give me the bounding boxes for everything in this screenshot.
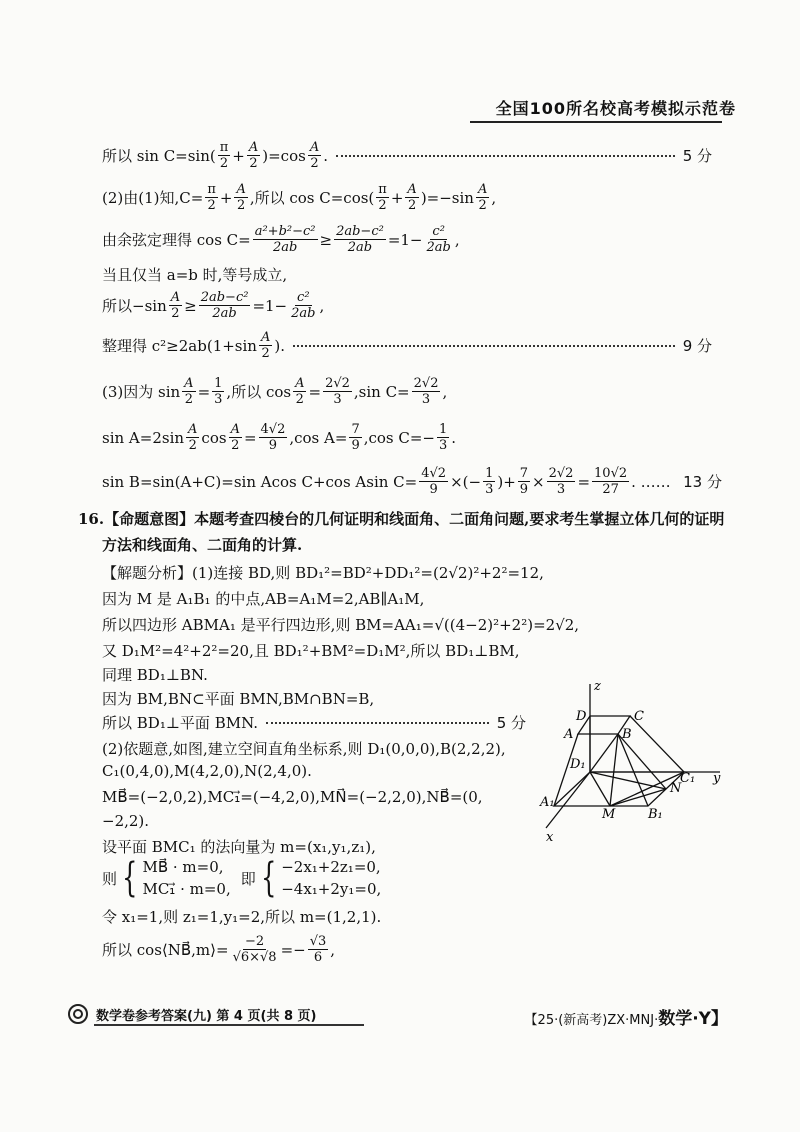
line-4: 当且仅当 a=b 时,等号成立, (102, 266, 288, 284)
logo-icon (68, 1004, 88, 1024)
footer-left: 数学卷参考答案(九) 第 4 页(共 8 页) (68, 1004, 317, 1024)
leader-dots (266, 722, 489, 724)
q16-step-13: 令 x₁=1,则 z₁=1,y₁=2,所以 m=(1,2,1). (102, 908, 382, 926)
label-x: x (546, 830, 554, 845)
label-B1: B₁ (648, 807, 663, 822)
score: 13 分 (683, 473, 722, 491)
frustum-figure (530, 676, 730, 846)
q16-step-5: 同理 BD₁⊥BN. (102, 666, 208, 684)
fraction: $\frac{A}{2}$ (309, 140, 320, 171)
q16-intro-1: 16.【命题意图】本题考查四棱台的几何证明和线面角、二面角问题,要求考生掌握立体几何的证明 (78, 510, 725, 528)
line-8: sin A=2sin $\frac{A}{2}$ cos $\frac{A}{2}$ = $\frac{4√2}{9}$ ,cos A= $\frac{7}{9}$ ,cos C=− $\frac{1}{3}$ . (102, 422, 457, 453)
q16-step-9: C₁(0,4,0),M(4,2,0),N(2,4,0). (102, 762, 312, 780)
q16-step-10: MB⃗=(−2,0,2),MC₁⃗=(−4,2,0),MN⃗=(−2,2,0),NB⃗=(0, (102, 788, 483, 806)
q16-step-3: 所以四边形 ABMA₁ 是平行四边形,则 BM=AA₁=√((4−2)²+2²)=2√2, (102, 616, 580, 634)
label-z: z (594, 679, 601, 694)
label-M: M (602, 807, 616, 822)
label-B: B (622, 727, 632, 742)
fraction: $\frac{\pi}{2}$ (219, 140, 229, 171)
text: 所以 sin C=sin( (102, 147, 216, 165)
footer-right: 【25·(新高考)ZX·MNJ·数学·Y】 (524, 1009, 728, 1029)
q16-step-14: 所以 cos⟨NB⃗,m⟩= $\frac{-2}{√6\times√8}$ =− $\frac{√3}{6}$ , (102, 934, 336, 965)
label-A: A (564, 727, 574, 742)
label-C: C (634, 709, 644, 724)
line-6: 整理得 c²≥2ab(1+sin $\frac{A}{2}$ ). 9 分 (102, 330, 712, 361)
q16-step-7: 所以 BD₁⊥平面 BMN. 5 分 (102, 714, 526, 732)
leader-dots (293, 345, 675, 347)
score: 5 分 (496, 714, 526, 732)
label-A1: A₁ (540, 795, 555, 810)
q16-step-11: −2,2). (102, 812, 150, 830)
line-2: (2)由(1)知,C= $\frac{\pi}{2}$ + $\frac{A}{2}$ ,所以 cos C=cos( $\frac{\pi}{2}$ + $\frac{A}{2}$ )=−sin $\frac{A}{2}$ , (102, 182, 497, 213)
q16-step-6: 因为 BM,BN⊂平面 BMN,BM∩BN=B, (102, 690, 375, 708)
line-5: 所以−sin $\frac{A}{2}$ ≥ $\frac{\text{2ab−c²}}{2ab}$ =1− $\frac{\text{c²}}{2ab}$ , (102, 290, 325, 321)
label-D: D (576, 709, 587, 724)
q16-step-12: 设平面 BMC₁ 的法向量为 m=(x₁,y₁,z₁), (102, 838, 376, 856)
q16-step-1: 【解题分析】(1)连接 BD,则 BD₁²=BD²+DD₁²=(2√2)²+2²=12, (102, 564, 544, 582)
leader-dots (336, 155, 675, 157)
equation-system: 则 { MB⃗ · m=0, MC₁⃗ · m=0, 即 { −2x₁+2z₁=0, −4x₁+2y₁=0, (102, 855, 382, 901)
score: 5 分 (682, 147, 712, 165)
q16-step-8: (2)依题意,如图,建立空间直角坐标系,则 D₁(0,0,0),B(2,2,2), (102, 740, 506, 758)
q16-step-2: 因为 M 是 A₁B₁ 的中点,AB=A₁M=2,AB∥A₁M, (102, 590, 425, 608)
header-title: 全国100所名校高考模拟示范卷 (495, 99, 736, 118)
score: 9 分 (682, 337, 712, 355)
q16-intro-2: 方法和线面角、二面角的计算. (102, 536, 303, 554)
label-y: y (713, 771, 721, 786)
fraction: $\frac{A}{2}$ (248, 140, 259, 171)
header-rule (470, 121, 722, 123)
q16-step-4: 又 D₁M²=4²+2²=20,且 BD₁²+BM²=D₁M²,所以 BD₁⊥BM, (102, 642, 520, 660)
line-3: 由余弦定理得 cos C= $\frac{\text{a²+b²−c²}}{2ab}$ ≥ $\frac{\text{2ab−c²}}{2ab}$ =1− $\frac{\text{c²}}{2ab}$ , (102, 224, 460, 255)
line-7: (3)因为 sin $\frac{A}{2}$ = $\frac{1}{3}$ ,所以 cos $\frac{A}{2}$ = $\frac{2√2}{3}$ ,sin C= $\frac{2√2}{3}$ , (102, 376, 448, 407)
line-1: 所以 sin C=sin( $\frac{\pi}{2}$ + $\frac{A}{2}$ )=cos $\frac{A}{2}$ . 5 分 (102, 140, 712, 171)
footer-rule (94, 1024, 364, 1026)
line-9: sin B=sin(A+C)=sin Acos C+cos Asin C= $\frac{4√2}{9}$ ×(− $\frac{1}{3}$ )+ $\frac{7}{9}$ × $\frac{2√2}{3}$ = $\frac{10√2}{27}$ . …… 13 分 (102, 466, 722, 497)
label-C1: C₁ (680, 771, 696, 786)
label-D1: D₁ (570, 757, 586, 772)
label-N: N (670, 781, 682, 796)
